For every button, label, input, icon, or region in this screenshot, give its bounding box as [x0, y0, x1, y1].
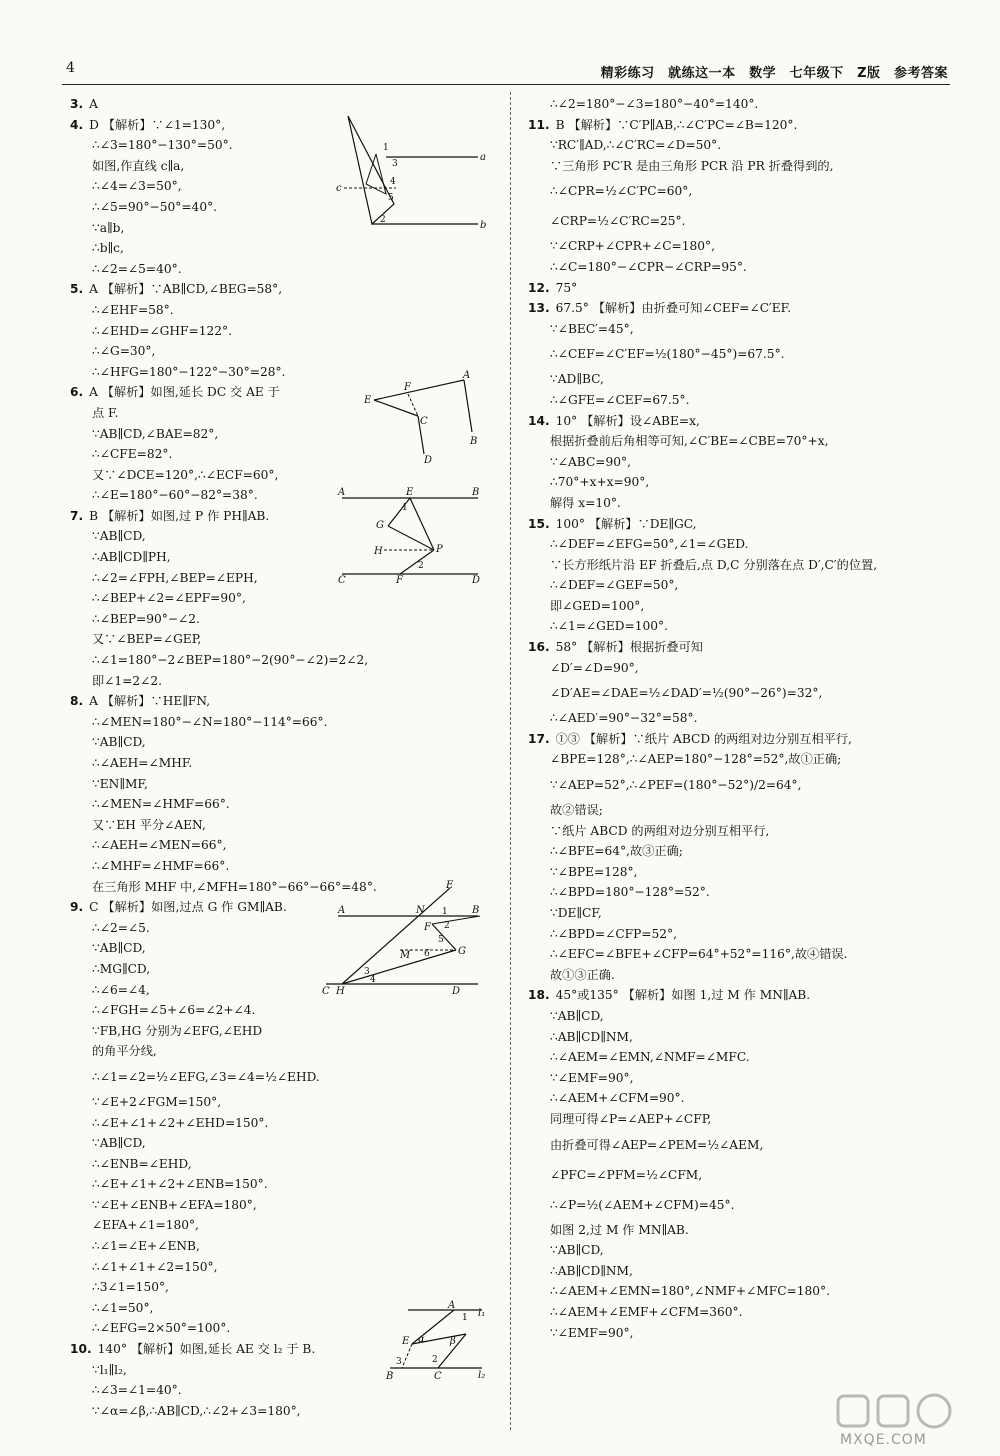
answer-text: ∴∠AEM+∠EMN=180°,∠NMF+∠MFC=180°.: [550, 1284, 830, 1299]
answer-line: [528, 206, 948, 236]
answer-text: ∵AB∥CD,: [92, 529, 146, 544]
answer-text: ∴∠EHF=58°.: [92, 302, 174, 317]
answer-text: ∴∠AEM=∠EMN,∠NMF=∠MFC.: [550, 1050, 750, 1065]
answer-line: [528, 1190, 948, 1220]
answer-line: [528, 236, 948, 257]
answer-line: [70, 1092, 502, 1113]
answer-text: ∴∠3=∠1=40°.: [92, 1383, 182, 1398]
answer-line: [528, 1130, 948, 1160]
answer-line: [528, 749, 948, 770]
answer-text: ∴∠BFE=64°,故③正确;: [550, 844, 683, 859]
question-answer-start: [70, 279, 502, 300]
fig4-label-c: c: [336, 183, 342, 194]
fig7-label-G: G: [376, 520, 384, 531]
answer-line: [528, 1027, 948, 1048]
answer-line: [528, 472, 948, 493]
answer-text: ∴∠AED′=90°−32°=58°.: [550, 711, 698, 726]
question-answer-start: [70, 691, 502, 712]
answer-text: ∵AB∥CD,∠BAE=82°,: [92, 426, 219, 441]
answer-line: [70, 753, 502, 774]
left-answer-column: [70, 94, 502, 1421]
answer-text: ∴∠AEH=∠MEN=66°,: [92, 838, 227, 853]
fig9-label-1: 1: [442, 907, 448, 917]
answer-text: ∴∠MEN=180°−∠N=180°−114°=66°.: [92, 714, 328, 729]
answer-line: [528, 135, 948, 156]
question-answer-start: [528, 514, 948, 535]
fig10-label-2: 2: [432, 1355, 438, 1365]
fig6-label-D: D: [424, 455, 433, 466]
fig7-label-C: C: [338, 575, 346, 584]
answer-text: ∴∠E=180°−60°−82°=38°.: [92, 488, 258, 503]
fig10-label-alpha: α: [418, 1334, 425, 1345]
answer-text: C 【解析】如图,过点 G 作 GM∥AB.: [89, 900, 287, 915]
answer-line: [528, 176, 948, 206]
answer-line: [528, 708, 948, 729]
answer-text: 解得 x=10°.: [550, 495, 621, 510]
fig4-label-b: b: [480, 220, 486, 231]
answer-text: ∵RC′∥AD,∴∠C′RC=∠D=50°.: [550, 138, 722, 153]
answer-line: [528, 821, 948, 842]
fig9-label-6: 6: [424, 949, 430, 959]
answer-text: ∵∠EMF=90°,: [550, 1070, 634, 1085]
fig7-label-H: H: [374, 546, 383, 557]
answer-text: ∵AD∥BC,: [550, 372, 604, 387]
figure-q9: [320, 880, 486, 1000]
question-answer-start: [528, 298, 948, 319]
answer-text: ∴∠1=∠GED=100°.: [550, 619, 668, 634]
answer-text: ∴∠6=∠4,: [92, 982, 150, 997]
answer-text: ∴∠1=∠2=½∠EFG,∠3=∠4=½∠EHD.: [92, 1069, 320, 1084]
question-number: 18.: [528, 988, 550, 1003]
answer-text: ∠D′AE=∠DAE=½∠DAD′=½(90°−26°)=32°,: [550, 686, 823, 701]
answer-text: 75°: [555, 280, 578, 295]
fig9-label-A: A: [338, 905, 346, 916]
fig9-label-4: 4: [370, 975, 376, 985]
answer-line: [528, 1323, 948, 1344]
question-number: 14.: [528, 413, 550, 428]
answer-text: 的角平分线,: [92, 1044, 157, 1059]
page-number: 4: [66, 60, 75, 76]
answer-line: [70, 856, 502, 877]
answer-line: [70, 815, 502, 836]
answer-line: [528, 596, 948, 617]
question-number: 6.: [70, 385, 84, 400]
answer-line: [528, 965, 948, 986]
answer-text: ∴AB∥CD∥NM,: [550, 1263, 633, 1278]
fig9-label-F: F: [424, 922, 431, 933]
answer-text: ∵三角形 PC′R 是由三角形 PCR 沿 PR 折叠得到的,: [550, 158, 834, 173]
answer-text: ∵FB,HG 分别为∠EFG,∠EHD: [92, 1023, 263, 1038]
answer-text: ∠PFC=∠PFM=½∠CFM,: [550, 1167, 703, 1182]
fig4-label-4: 4: [390, 177, 396, 187]
answer-text: ∴∠1=∠E+∠ENB,: [92, 1239, 200, 1254]
answer-text: 同理可得∠P=∠AEP+∠CFP,: [550, 1111, 712, 1126]
fig4-label-5: 5: [388, 193, 394, 203]
right-answer-column: [528, 94, 948, 1343]
answer-line: [70, 629, 502, 650]
answer-text: B 【解析】∵C′P∥AB,∴∠C′PC=∠B=120°.: [555, 117, 798, 132]
answer-text: A 【解析】∵HE∥FN,: [89, 694, 211, 709]
answer-text: 故①③正确.: [550, 967, 615, 982]
answer-text: 即∠1=2∠2.: [92, 673, 162, 688]
fig10-label-1: 1: [462, 1313, 468, 1323]
answer-text: 即∠GED=100°,: [550, 598, 645, 613]
answer-text: ∵AB∥CD,: [550, 1243, 604, 1258]
answer-line: [528, 555, 948, 576]
answer-line: [70, 1401, 502, 1422]
answer-text: ∴b∥c,: [92, 241, 124, 256]
answer-text: ∵l₁∥l₂,: [92, 1362, 127, 1377]
answer-text: D 【解析】∵∠1=130°,: [89, 117, 226, 132]
question-number: 5.: [70, 282, 84, 297]
fig9-label-D: D: [452, 986, 461, 997]
answer-text: ∴∠2=180°−∠3=180°−40°=140°.: [550, 97, 759, 111]
answer-text: B 【解析】如图,过 P 作 PH∥AB.: [89, 508, 270, 523]
answer-text: ∵∠BPE=128°,: [550, 864, 638, 879]
answer-text: 又∵∠BEP=∠GEP,: [92, 632, 202, 647]
fig9-label-5: 5: [438, 935, 444, 945]
fig10-label-l2: l₂: [478, 1370, 486, 1381]
answer-text: ∵纸片 ABCD 的两组对边分别互相平行,: [550, 823, 770, 838]
answer-text: ∵EN∥MF,: [92, 776, 148, 791]
answer-text: ∴∠MHF=∠HMF=66°.: [92, 858, 230, 873]
answer-line: [70, 1000, 502, 1021]
answer-text: ∵AB∥CD,: [550, 1008, 604, 1023]
question-number: 12.: [528, 280, 550, 295]
fig9-label-N: N: [416, 905, 425, 916]
answer-text: ∴∠CEF=∠C′EF=½(180°−45°)=67.5°.: [550, 347, 785, 362]
running-title: 精彩练习 就练这一本 数学 七年级下 Z版 参考答案: [600, 66, 948, 81]
answer-line: [528, 903, 948, 924]
question-answer-start: [528, 729, 948, 750]
fig6-label-A: A: [463, 370, 471, 381]
answer-line: [528, 1240, 948, 1261]
fig9-label-C: C: [322, 986, 330, 997]
answer-text: ∴∠5=90°−50°=40°.: [92, 199, 218, 214]
question-answer-start: [528, 985, 948, 1006]
fig7-label-B: B: [472, 487, 480, 498]
answer-line: [70, 588, 502, 609]
answer-text: ∴∠MEN=∠HMF=66°.: [92, 797, 230, 812]
answer-line: [70, 1041, 502, 1062]
answer-line: [70, 1154, 502, 1175]
answer-text: ∴∠CFE=82°.: [92, 447, 173, 462]
answer-text: 140° 【解析】如图,延长 AE 交 l₂ 于 B.: [97, 1342, 316, 1357]
fig9-label-H: H: [336, 986, 345, 997]
answer-line: [70, 1195, 502, 1216]
answer-text: 45°或135° 【解析】如图 1,过 M 作 MN∥AB.: [555, 988, 811, 1003]
answer-text: ∵a∥b,: [92, 220, 125, 235]
fig7-label-A: A: [338, 487, 346, 498]
answer-line: [70, 300, 502, 321]
answer-line: [70, 1062, 502, 1092]
answer-line: [528, 1068, 948, 1089]
answer-line: [528, 390, 948, 411]
answer-line: [70, 609, 502, 630]
answer-line: [528, 841, 948, 862]
fig6-label-F: F: [404, 382, 411, 393]
answer-text: ∴∠EFG=2×50°=100°.: [92, 1321, 231, 1336]
answer-text: ∴∠G=30°,: [92, 344, 156, 359]
answer-line: [528, 575, 948, 596]
answer-line: [70, 321, 502, 342]
answer-text: ∴AB∥CD∥NM,: [550, 1029, 633, 1044]
fig10-label-beta: β: [450, 1336, 456, 1347]
fig6-label-C: C: [420, 416, 428, 427]
question-answer-start: [70, 94, 502, 115]
answer-line: [70, 1380, 502, 1401]
question-number: 17.: [528, 731, 550, 746]
answer-text: 100° 【解析】∵DE∥GC,: [555, 516, 697, 531]
answer-line: [528, 658, 948, 679]
question-answer-start: [528, 411, 948, 432]
answer-line: [528, 534, 948, 555]
fig7-label-F: F: [396, 575, 403, 584]
answer-line: [70, 341, 502, 362]
answer-text: ∵AB∥CD,: [92, 1136, 146, 1151]
fig10-label-C: C: [434, 1371, 442, 1382]
fig7-label-1: 1: [402, 503, 408, 513]
answer-line: [70, 1021, 502, 1042]
answer-text: ∴∠4=∠3=50°,: [92, 179, 182, 194]
answer-text: ∴∠1=50°,: [92, 1300, 154, 1315]
answer-text: 又∵∠DCE=120°,∴∠ECF=60°,: [92, 467, 279, 482]
fig9-label-3: 3: [364, 967, 370, 977]
answer-text: ∴∠ENB=∠EHD,: [92, 1156, 192, 1171]
fig4-label-1: 1: [383, 143, 389, 153]
answer-line: [70, 794, 502, 815]
answer-text: ∵长方形纸片沿 EF 折叠后,点 D,C 分别落在点 D′,C′的位置,: [550, 557, 878, 572]
figure-q4: [336, 114, 486, 236]
figure-q6: [362, 370, 482, 466]
answer-text: ∴∠BEP+∠2=∠EPF=90°,: [92, 591, 246, 606]
answer-text: ∴∠BPD=∠CFP=52°,: [550, 926, 677, 941]
question-number: 7.: [70, 508, 84, 523]
answer-line: [70, 671, 502, 692]
answer-text: ∴∠1+∠1+∠2=150°,: [92, 1259, 218, 1274]
answer-line: [70, 835, 502, 856]
fig9-label-B: B: [472, 905, 480, 916]
fig7-label-2: 2: [418, 561, 424, 571]
answer-text: ∵AB∥CD,: [92, 941, 146, 956]
answer-text: ∵∠ABC=90°,: [550, 454, 631, 469]
answer-text: 58° 【解析】根据折叠可知: [555, 640, 703, 655]
answer-line: [528, 257, 948, 278]
answer-text: ∵∠CRP+∠CPR+∠C=180°,: [550, 239, 715, 254]
answer-text: ∴∠HFG=180°−122°−30°=28°.: [92, 364, 286, 379]
answer-line: [70, 774, 502, 795]
answer-text: ∴∠E+∠1+∠2+∠EHD=150°.: [92, 1115, 269, 1130]
question-number: 3.: [70, 97, 84, 111]
answer-line: [528, 1261, 948, 1282]
answer-text: ∴∠CPR=½∠C′PC=60°,: [550, 184, 693, 199]
fig9-label-M: M: [400, 950, 411, 961]
fig9-label-E: E: [446, 880, 454, 891]
answer-text: 如图 2,过 M 作 MN∥AB.: [550, 1222, 689, 1237]
page-header: [62, 56, 950, 85]
fig10-label-E: E: [402, 1336, 410, 1347]
answer-text: A: [89, 97, 98, 111]
answer-line: [528, 1302, 948, 1323]
answer-text: 又∵EH 平分∠AEN,: [92, 817, 206, 832]
answer-text: ∴∠BPD=180°−128°=52°.: [550, 885, 710, 900]
answer-text: ∴∠C=180°−∠CPR−∠CRP=95°.: [550, 259, 747, 274]
question-number: 10.: [70, 1342, 92, 1357]
figure-q10: [378, 1300, 488, 1382]
answer-line: [528, 1220, 948, 1241]
answer-line: [528, 339, 948, 369]
fig6-label-B: B: [470, 436, 478, 447]
answer-text: ∴∠BEP=90°−∠2.: [92, 611, 200, 626]
answer-text: ∵∠E+∠ENB+∠EFA=180°,: [92, 1197, 257, 1212]
fig7-label-P: P: [436, 544, 443, 555]
answer-line: [528, 1006, 948, 1027]
answer-line: [70, 1277, 502, 1298]
answer-text: ∴∠GFE=∠CEF=67.5°.: [550, 392, 690, 407]
fig7-label-E: E: [406, 487, 414, 498]
answer-text: ∠CRP=½∠C′RC=25°.: [550, 214, 686, 229]
answer-line: [70, 1113, 502, 1134]
answer-text: ∴∠P=½(∠AEM+∠CFM)=45°.: [550, 1197, 735, 1212]
answer-text: ∵∠E+2∠FGM=150°,: [92, 1094, 222, 1109]
fig10-label-B: B: [386, 1371, 394, 1382]
answer-text: ∵DE∥CF,: [550, 906, 602, 920]
answer-line: [70, 1133, 502, 1154]
answer-text: ∴∠1=180°−2∠BEP=180°−2(90°−∠2)=2∠2,: [92, 653, 369, 668]
answer-text: ∴∠2=∠FPH,∠BEP=∠EPH,: [92, 570, 258, 585]
answer-text: ∴MG∥CD,: [92, 961, 151, 976]
answer-line: [528, 1281, 948, 1302]
answer-line: [528, 431, 948, 452]
question-number: 8.: [70, 694, 84, 709]
answer-text: ∴∠E+∠1+∠2+∠ENB=150°.: [92, 1177, 268, 1192]
answer-text: 如图,作直线 c∥a,: [92, 158, 185, 173]
answer-line: [70, 650, 502, 671]
answer-text: ∴∠DEF=∠GEF=50°,: [550, 578, 679, 593]
question-number: 9.: [70, 900, 84, 915]
answer-text: ∴∠3=180°−130°=50°.: [92, 138, 233, 153]
answer-text: ∴∠AEM+∠CFM=90°.: [550, 1091, 685, 1106]
answer-text: ∴∠EHD=∠GHF=122°.: [92, 323, 232, 338]
answer-line: [528, 1160, 948, 1190]
answer-line: [528, 1109, 948, 1130]
fig6-label-E: E: [364, 395, 372, 406]
answer-text: ∴∠2=∠5=40°.: [92, 261, 182, 276]
answer-line: [70, 238, 502, 259]
question-number: 16.: [528, 640, 550, 655]
answer-text: ∴∠DEF=∠EFG=50°,∠1=∠GED.: [550, 537, 749, 552]
answer-text: ∵∠AEP=52°,∴∠PEF=(180°−52°)/2=64°,: [550, 778, 802, 793]
answer-line: [528, 493, 948, 514]
answer-text: ∵∠EMF=90°,: [550, 1325, 634, 1340]
answer-line: [528, 452, 948, 473]
answer-text: ∴AB∥CD∥PH,: [92, 550, 171, 565]
answer-line: [528, 944, 948, 965]
answer-text: ∴70°+x+x=90°,: [550, 475, 650, 490]
fig4-label-3: 3: [392, 159, 398, 169]
answer-line: [528, 800, 948, 821]
answer-text: ∴∠EFC=∠BFE+∠CFP=64°+52°=116°,故④错误.: [550, 947, 848, 962]
answer-text: 点 F.: [92, 405, 119, 420]
answer-text: 10° 【解析】设∠ABE=x,: [555, 413, 700, 428]
answer-line: [528, 616, 948, 637]
answer-line: [528, 369, 948, 390]
answer-line: [70, 1174, 502, 1195]
figure-q7: [336, 484, 484, 584]
answer-line: [528, 924, 948, 945]
answer-line: [528, 862, 948, 883]
column-divider: [510, 92, 511, 1430]
answer-line: [70, 732, 502, 753]
answer-line: [70, 1215, 502, 1236]
answer-text: 由折叠可得∠AEP=∠PEM=½∠AEM,: [550, 1137, 764, 1152]
fig7-label-D: D: [472, 575, 481, 584]
fig9-label-G: G: [458, 946, 466, 957]
answer-line: [70, 1236, 502, 1257]
answer-text: ∵AB∥CD,: [92, 735, 146, 750]
answer-text: ∠EFA+∠1=180°,: [92, 1218, 199, 1233]
answer-line: [528, 1088, 948, 1109]
answer-text: ∴∠2=∠5.: [92, 920, 150, 935]
answer-line: [70, 1257, 502, 1278]
answer-line: [528, 882, 948, 903]
answer-text: ∴3∠1=150°,: [92, 1280, 169, 1295]
answer-text: ∠D′=∠D=90°,: [550, 660, 639, 675]
fig9-label-2: 2: [444, 921, 450, 931]
answer-line: [528, 770, 948, 800]
answer-line: [70, 259, 502, 280]
watermark-text: MXQE.COM: [840, 1432, 927, 1448]
answer-text: 在三角形 MHF 中,∠MFH=180°−66°−66°=48°.: [92, 879, 377, 894]
answer-text: ∴∠AEM+∠EMF+∠CFM=360°.: [550, 1304, 743, 1319]
answer-text: ∵∠BEC′=45°,: [550, 321, 634, 336]
answer-text: 故②错误;: [550, 803, 603, 818]
answer-text: ∴∠FGH=∠5+∠6=∠2+∠4.: [92, 1003, 256, 1018]
fig10-label-3: 3: [396, 1357, 402, 1367]
question-answer-start: [528, 115, 948, 136]
question-number: 15.: [528, 516, 550, 531]
answer-line: [70, 465, 502, 486]
question-answer-start: [528, 278, 948, 299]
answer-line: [528, 1047, 948, 1068]
question-answer-start: [528, 637, 948, 658]
answer-text: A 【解析】∵AB∥CD,∠BEG=58°,: [89, 282, 283, 297]
answer-line: [528, 94, 948, 115]
fig4-label-a: a: [480, 152, 486, 163]
fig4-label-2: 2: [380, 215, 386, 225]
answer-text: 根据折叠前后角相等可知,∠C′BE=∠CBE=70°+x,: [550, 434, 829, 449]
question-number: 13.: [528, 301, 550, 316]
answer-text: ∴∠AEH=∠MHF.: [92, 756, 193, 770]
question-number: 4.: [70, 117, 84, 132]
question-number: 11.: [528, 117, 550, 132]
fig10-label-l1: l₁: [478, 1308, 486, 1319]
answer-line: [70, 712, 502, 733]
answer-text: ①③ 【解析】∵纸片 ABCD 的两组对边分别互相平行,: [555, 731, 852, 746]
answer-text: ∵∠α=∠β,∴AB∥CD,∴∠2+∠3=180°,: [92, 1403, 301, 1418]
answer-text: 67.5° 【解析】由折叠可知∠CEF=∠C′EF.: [555, 301, 792, 316]
answer-line: [528, 678, 948, 708]
answer-text: ∠BPE=128°,∴∠AEP=180°−128°=52°,故①正确;: [550, 752, 842, 767]
answer-text: A 【解析】如图,延长 DC 交 AE 于: [89, 385, 280, 400]
answer-line: [528, 319, 948, 340]
answer-line: [528, 156, 948, 177]
fig10-label-A: A: [448, 1300, 456, 1311]
